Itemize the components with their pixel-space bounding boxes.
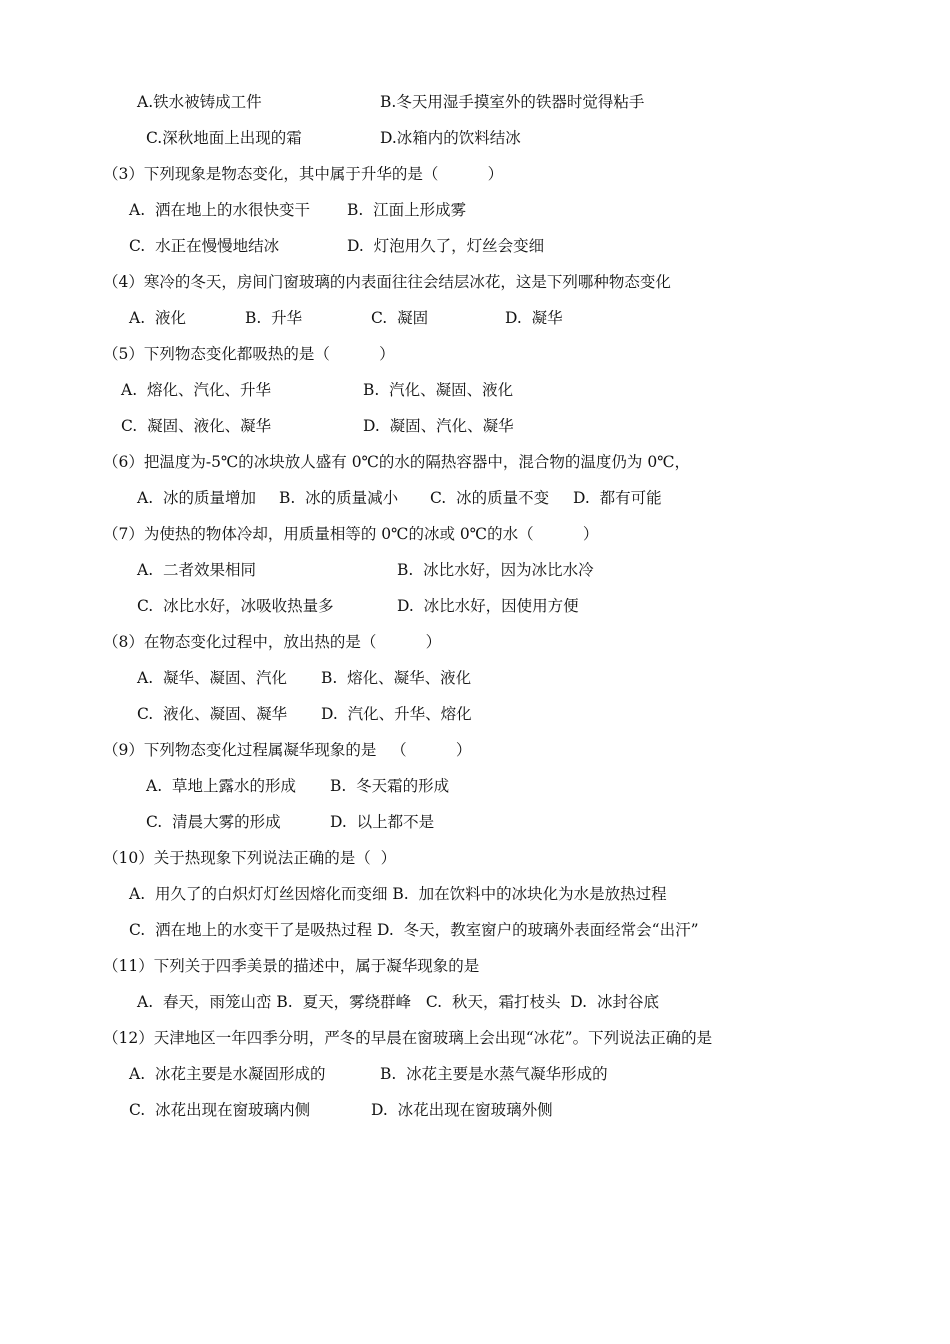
option-text: D. 灯泡用久了，灯丝会变细 — [347, 237, 545, 255]
question-text: （6）把温度为-5℃的冰块放人盛有 0℃的水的隔热容器中，混合物的温度仍为 0℃， — [103, 453, 691, 471]
option-text: A. 凝华、凝固、汽化 — [137, 669, 287, 687]
option-text: A.铁水被铸成工件 — [137, 93, 262, 111]
option-text: A. 冰花主要是水凝固形成的 — [129, 1065, 326, 1083]
option-text: B. 熔化、凝华、液化 — [321, 669, 472, 687]
question-text: （3）下列现象是物态变化，其中属于升华的是（ ） — [103, 165, 504, 183]
question-text: （11）下列关于四季美景的描述中，属于凝华现象的是 — [103, 957, 480, 975]
option-text: C. 凝固 — [371, 309, 429, 327]
question-text: （5）下列物态变化都吸热的是（ ） — [103, 345, 395, 363]
option-text: A. 草地上露水的形成 — [146, 777, 296, 795]
option-text: C. 液化、凝固、凝华 — [137, 705, 288, 723]
option-text: D. 以上都不是 — [330, 813, 435, 831]
question-text: （8）在物态变化过程中，放出热的是（ ） — [103, 633, 442, 651]
option-text: A. 用久了的白炽灯灯丝因熔化而变细 B. 加在饮料中的冰块化为水是放热过程 — [129, 885, 667, 903]
option-text: A. 液化 — [129, 309, 186, 327]
option-text: C.深秋地面上出现的霜 — [146, 129, 302, 147]
option-text: C. 水正在慢慢地结冰 — [129, 237, 280, 255]
option-text: B.冬天用湿手摸室外的铁器时觉得粘手 — [380, 93, 645, 111]
option-text: C. 清晨大雾的形成 — [146, 813, 281, 831]
option-text: C. 冰花出现在窗玻璃内侧 — [129, 1101, 311, 1119]
option-text: A. 熔化、汽化、升华 — [121, 381, 271, 399]
option-text: B. 冰比水好，因为冰比水冷 — [397, 561, 594, 579]
option-text: A. 冰的质量增加 — [137, 489, 256, 507]
option-text: D. 凝华 — [505, 309, 563, 327]
option-text: D. 凝固、汽化、凝华 — [363, 417, 514, 435]
option-text: B. 冰的质量减小 — [279, 489, 399, 507]
option-text: B. 冰花主要是水蒸气凝华形成的 — [380, 1065, 608, 1083]
question-text: （10）关于热现象下列说法正确的是（ ） — [103, 849, 397, 867]
question-text: （7）为使热的物体冷却，用质量相等的 0℃的冰或 0℃的水（ ） — [103, 525, 599, 543]
option-text: C. 冰的质量不变 — [430, 489, 550, 507]
option-text: D.冰箱内的饮料结冰 — [380, 129, 521, 147]
option-text: B. 江面上形成雾 — [347, 201, 467, 219]
question-text: （4）寒冷的冬天，房间门窗玻璃的内表面往往会结层冰花，这是下列哪种物态变化 — [103, 273, 671, 291]
option-text: B. 升华 — [245, 309, 303, 327]
option-text: C. 冰比水好，冰吸收热量多 — [137, 597, 334, 615]
option-text: D. 冰比水好，因使用方便 — [397, 597, 579, 615]
option-text: D. 汽化、升华、熔化 — [321, 705, 472, 723]
option-text: B. 汽化、凝固、液化 — [363, 381, 514, 399]
option-text: C. 洒在地上的水变干了是吸热过程 D. 冬天，教室窗户的玻璃外表面经常会“出汗” — [129, 921, 699, 939]
question-text: （12）天津地区一年四季分明，严冬的早晨在窗玻璃上会出现“冰花”。下列说法正确的是 — [103, 1029, 713, 1047]
option-text: C. 凝固、液化、凝华 — [121, 417, 272, 435]
question-text: （9）下列物态变化过程属凝华现象的是 （ ） — [103, 741, 472, 759]
option-text: D. 冰花出现在窗玻璃外侧 — [371, 1101, 553, 1119]
option-text: B. 冬天霜的形成 — [330, 777, 450, 795]
option-text: A. 春天，雨笼山峦 B. 夏天，雾绕群峰 C. 秋天，霜打枝头 D. 冰封谷底 — [137, 993, 659, 1011]
option-text: A. 二者效果相同 — [137, 561, 256, 579]
option-text: D. 都有可能 — [573, 489, 662, 507]
option-text: A. 洒在地上的水很快变干 — [129, 201, 310, 219]
